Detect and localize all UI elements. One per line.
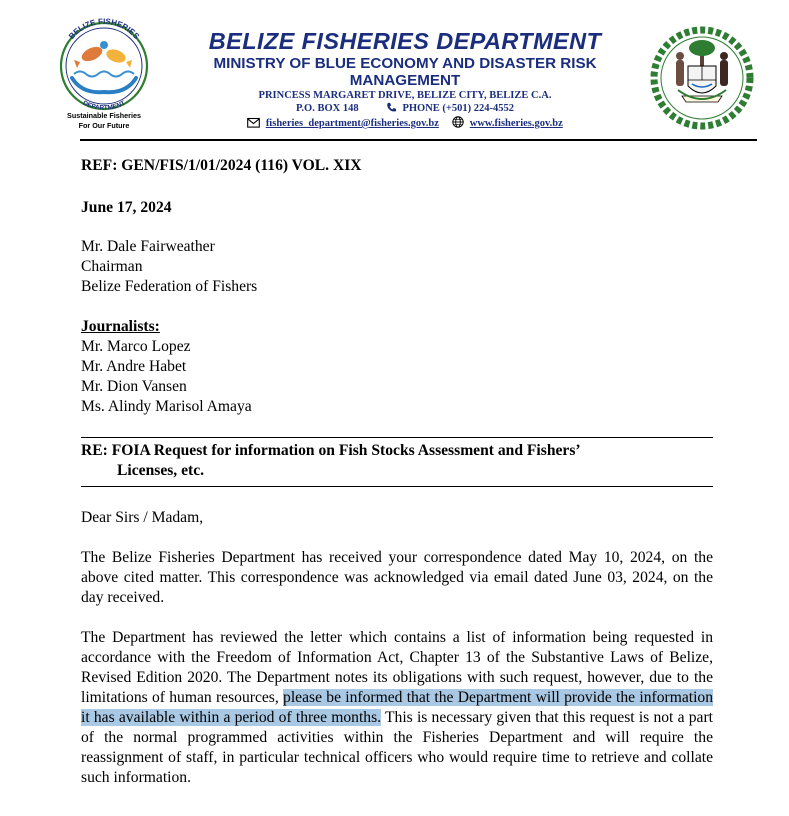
- paragraph-2-text-continued: This is necessary given that this request is not a part of the normal programmed activities within the Fisheries Department and will require the reassignment of staff, in particular technical officers who would require time to retrieve and collate such information.: [81, 709, 713, 786]
- po-phone-line: [170, 102, 640, 115]
- email-icon: [247, 117, 260, 128]
- journalists-heading: Journalists:: [81, 318, 160, 335]
- journalist-name: Mr. Marco Lopez: [81, 338, 191, 355]
- letterhead: [0, 0, 789, 145]
- paragraph-2-text: The Department has reviewed the letter which contains a list of information being requested in accordance with the Freedom of Information Act, Chapter 13 of the Substantive Laws of Belize, Revised Edition 2020. The Department notes its obligations with such request, however, due to the limitations of human resources,: [81, 629, 713, 706]
- recipient-name: Mr. Dale Fairweather: [81, 238, 215, 255]
- paragraph-1: The Belize Fisheries Department has received your correspondence dated May 10, 2024, on the above cited matter. This correspondence was acknowledged via email dated June 03, 2024, on the day received.: [81, 549, 713, 606]
- journalists-block: [81, 317, 713, 417]
- reference-number: REF: GEN/FIS/1/01/2024 (116) VOL. XIX: [81, 157, 362, 174]
- salutation: Dear Sirs / Madam,: [81, 509, 204, 526]
- subject-line-2: Licenses, etc.: [117, 462, 205, 479]
- address: PRINCESS MARGARET DRIVE, BELIZE CITY, BELIZE C.A.: [258, 90, 552, 101]
- letter-date: June 17, 2024: [81, 199, 172, 216]
- journalist-name: Mr. Andre Habet: [81, 358, 187, 375]
- subject-box: [81, 437, 713, 487]
- letterhead-text: [170, 28, 640, 131]
- journalist-name: Mr. Dion Vansen: [81, 378, 187, 395]
- phone-icon: [386, 102, 397, 113]
- website-link[interactable]: www.fisheries.gov.bz: [469, 118, 563, 129]
- paragraph-2: [81, 628, 713, 788]
- belize-coat-of-arms: [648, 24, 756, 132]
- highlighted-text: please be informed that the Department will provide the information it has available within a period of three months.: [81, 689, 714, 726]
- letterhead-divider: [80, 139, 757, 141]
- journalist-name: Ms. Alindy Marisol Amaya: [81, 398, 252, 415]
- logo-tagline-1: Sustainable Fisheries: [67, 111, 141, 120]
- phone-number: PHONE (+501) 224-4552: [402, 103, 515, 114]
- recipient-organization: Belize Federation of Fishers: [81, 278, 258, 295]
- letter-body: [81, 156, 713, 788]
- globe-icon: [452, 116, 464, 128]
- email-link[interactable]: fisheries_department@fisheries.gov.bz: [265, 118, 439, 129]
- svg-text:DEPARTMENT: DEPARTMENT: [81, 99, 127, 112]
- recipient-title: Chairman: [81, 258, 143, 275]
- po-box: P.O. BOX 148: [295, 103, 359, 114]
- logo-tagline-2: For Our Future: [78, 121, 130, 130]
- department-title: BELIZE FISHERIES DEPARTMENT: [208, 28, 602, 54]
- svg-text:BELIZE FISHERIES: BELIZE FISHERIES: [67, 16, 142, 41]
- ministry-name-line-1: MINISTRY OF BLUE ECONOMY AND DISASTER RISK: [213, 55, 597, 72]
- fisheries-department-logo: [50, 12, 158, 132]
- ministry-name-line-2: MANAGEMENT: [349, 72, 461, 89]
- subject-line-1: RE: FOIA Request for information on Fish Stocks Assessment and Fishers’: [81, 442, 581, 459]
- contact-line: [170, 116, 640, 131]
- recipient-block: [81, 237, 713, 297]
